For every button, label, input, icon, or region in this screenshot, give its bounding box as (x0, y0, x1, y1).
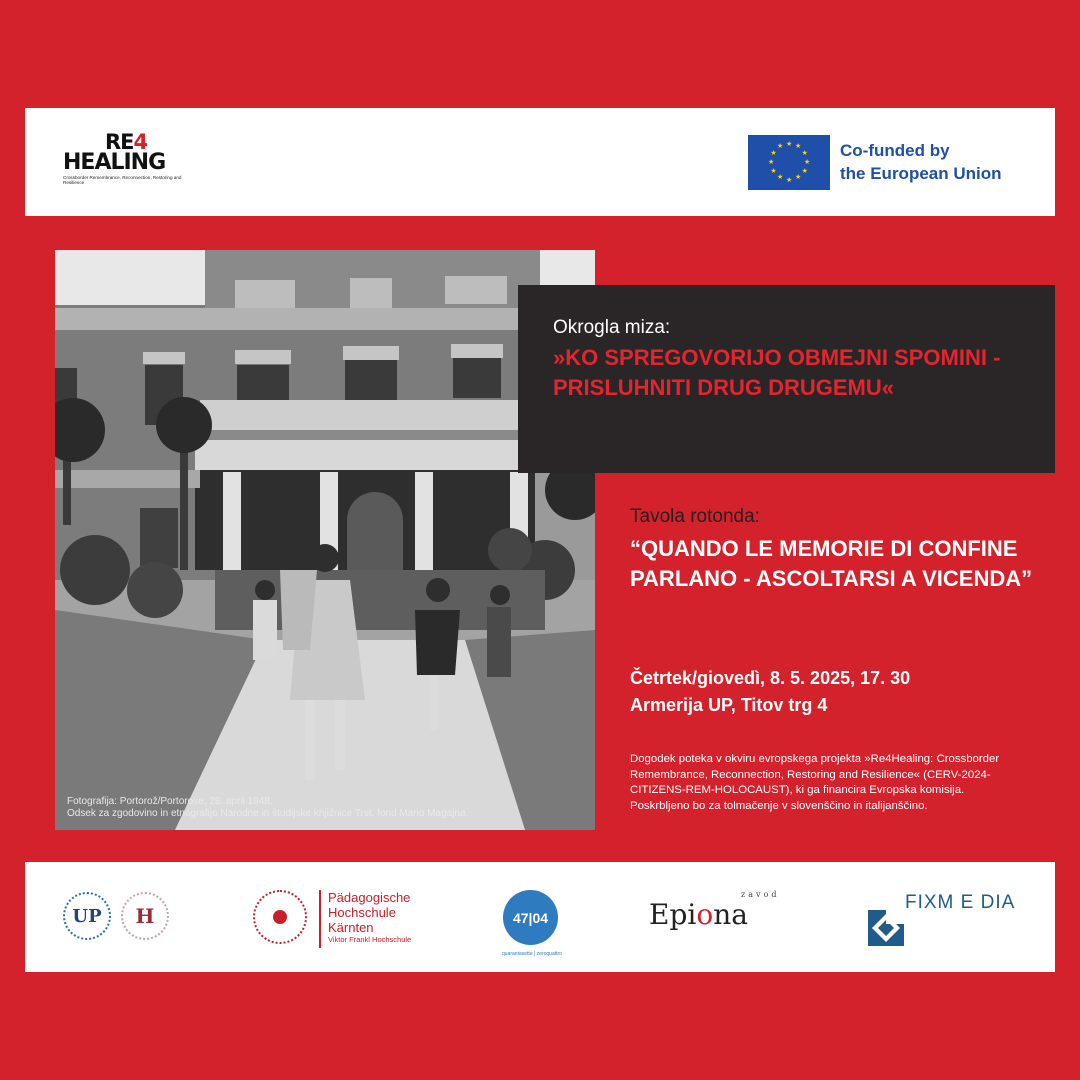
epiona-post: na (713, 898, 748, 931)
eu-line1: Co-funded by (840, 141, 950, 160)
event-datetime: Četrtek/giovedì, 8. 5. 2025, 17. 30 (630, 668, 911, 688)
eu-star-icon: ★ (786, 176, 793, 184)
eu-star-icon: ★ (804, 158, 811, 166)
fixm-logo-icon (868, 910, 904, 946)
eu-star-icon: ★ (795, 174, 802, 182)
logo-re: RE (105, 130, 134, 154)
up-university-logo (63, 892, 111, 940)
italian-title: “QUANDO LE MEMORIE DI CONFINE PARLANO - ASCOLTARSI A VICENDA” (630, 536, 1033, 591)
logo-4: 4 (133, 130, 148, 154)
up-logo-text: UP (72, 905, 102, 927)
eu-star-icon: ★ (777, 142, 784, 150)
logo-healing: HEALING (63, 150, 166, 175)
eu-star-icon: ★ (777, 174, 784, 182)
epiona-logo (649, 898, 748, 931)
epiona-pre: Epi (649, 898, 697, 931)
slovene-title-box (518, 285, 1055, 473)
c4704-text: 47|04 (512, 909, 549, 926)
slovene-title: »KO SPREGOVORIJO OBMEJNI SPOMINI - PRISLUHNITI DRUG DRUGEMU« (553, 345, 1001, 400)
fixm-logo-text: FIXM E DIA (905, 892, 1016, 913)
photo-caption (67, 796, 468, 820)
photo-caption-line2: Odsek za zgodovino in etnografijo Narodne in študijske knjižnice Trst, fond Mario Magajna. (67, 808, 469, 819)
ph-kaernten-logo (328, 890, 411, 945)
project-info-line1: Dogodek poteka v okviru evropskega projekta »Re4Healing: Crossborder Remembrance, Reconnection, Restoring and Resilience« (CERV-2024-CITIZENS-REM-HOLOCAUST), ki ga financira Evropska komisija. (630, 753, 1000, 796)
eu-star-icon: ★ (801, 149, 808, 157)
photo-caption-line1: Fotografija: Portorož/Portorose, 28. april 1948. (67, 796, 273, 807)
eu-star-icon: ★ (786, 140, 793, 148)
ph-line2: Hochschule (328, 905, 396, 920)
historic-photo (55, 250, 595, 830)
project-info (630, 752, 1030, 814)
h-institute-logo (121, 892, 169, 940)
eu-star-icon: ★ (801, 167, 808, 175)
re4healing-logo (63, 132, 203, 194)
italian-subtitle: Tavola rotonda: (630, 506, 760, 527)
header-bar (25, 108, 1055, 216)
c4704-logo (503, 890, 558, 945)
ph-line4: Viktor Frankl Hochschule (328, 935, 412, 944)
c4704-subtext: quarantasette | zeroquattro (502, 951, 562, 957)
eu-cofunded-text (840, 139, 1002, 185)
eu-star-icon: ★ (770, 167, 777, 175)
photo-illustration (55, 250, 595, 830)
partners-bar (25, 862, 1055, 972)
logo-tagline: Crossborder Remembrance, Reconnection, Restoring and Resilience (63, 175, 182, 185)
event-details (630, 665, 910, 719)
event-venue: Armerija UP, Titov trg 4 (630, 695, 828, 715)
eu-flag-icon (748, 135, 830, 190)
ph-line1: Pädagogische (328, 890, 411, 905)
eu-star-icon: ★ (770, 149, 777, 157)
eu-star-icon: ★ (768, 158, 775, 166)
ph-line3: Kärnten (328, 920, 374, 935)
ph-divider (319, 890, 321, 948)
eu-line2: the European Union (840, 164, 1002, 183)
h-logo-text: H (135, 904, 155, 928)
eu-star-icon: ★ (795, 142, 802, 150)
slovene-subtitle: Okrogla miza: (553, 317, 671, 338)
epiona-o: o (696, 898, 714, 931)
project-info-line2: Poskrbljeno bo za tolmačenje v slovenščino in italijanščino. (630, 799, 928, 812)
epiona-zavod: zavod (741, 890, 780, 899)
ph-kaernten-seal-icon (253, 890, 307, 944)
